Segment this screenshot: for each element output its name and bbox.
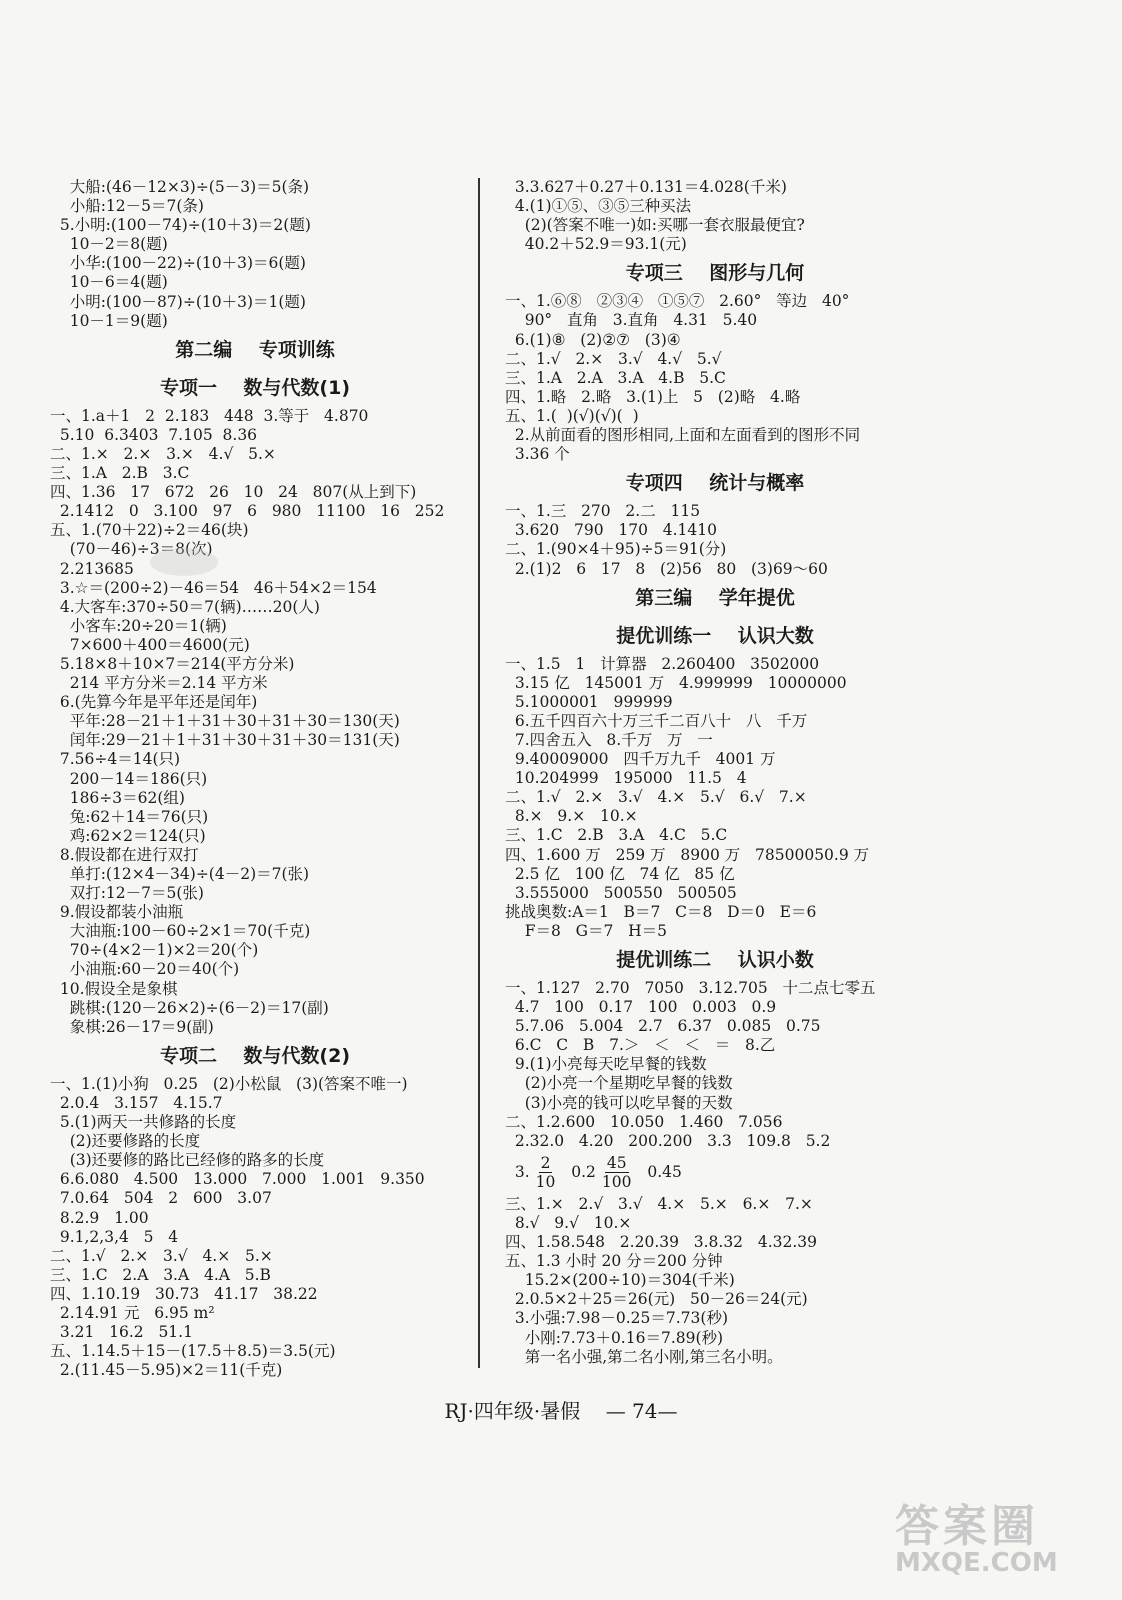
answer-line: 70÷(4×2－1)×2＝20(个) [50, 941, 259, 960]
answer-line-fraction [505, 1151, 925, 1195]
answer-line: 象棋:26－17＝9(副) [50, 1017, 214, 1036]
answer-line: 2.213685 [50, 559, 134, 578]
answer-line: 10－1＝9(题) [50, 311, 168, 330]
answer-line: 二、1.√ 2.× 3.√ 4.× 5.× [50, 1246, 273, 1265]
answer-line: 40.2＋52.9＝93.1(元) [505, 235, 687, 254]
answer-line: 鸡:62×2＝124(只) [50, 826, 206, 845]
answer-line: 五、1.( )(√)(√)( ) [505, 406, 639, 425]
answer-line: 9.假设都装小油瓶 [50, 903, 184, 922]
section-heading: 提优训练一 认识大数 [616, 624, 814, 647]
answer-line: 2.从前面看的图形相同,上面和左面看到的图形不同 [505, 426, 861, 445]
section-heading: 专项三 图形与几何 [625, 262, 805, 285]
answer-line: 二、1.2.600 10.050 1.460 7.056 [505, 1112, 783, 1131]
answer-line: 2.14.91 元 6.95 m² [50, 1303, 215, 1322]
answer-line: 3.620 790 170 4.1410 [505, 521, 717, 540]
answer-line: 90° 直角 3.直角 4.31 5.40 [505, 311, 758, 330]
answer-line: 5.7.06 5.004 2.7 6.37 0.085 0.75 [505, 1017, 821, 1036]
answer-line: 8.× 9.× 10.× [505, 807, 638, 826]
answer-line: 6.6.080 4.500 13.000 7.000 1.001 9.350 [50, 1170, 425, 1189]
answer-line: 四、1.略 2.略 3.(1)上 5 (2)略 4.略 [505, 387, 801, 406]
answer-line: 三、1.C 2.B 3.A 4.C 5.C [505, 826, 728, 845]
answer-line: 7×600＋400＝4600(元) [50, 635, 250, 654]
answer-line: 6.(1)⑧ (2)②⑦ (3)④ [505, 330, 681, 349]
answer-line: 10－6＝4(题) [50, 273, 168, 292]
answer-line: 四、1.10.19 30.73 41.17 38.22 [50, 1284, 318, 1303]
answer-line: 2.32.0 4.20 200.200 3.3 109.8 5.2 [505, 1131, 831, 1150]
answer-line: 3.21 16.2 51.1 [50, 1323, 193, 1342]
answer-line: 7.56÷4＝14(只) [50, 750, 181, 769]
answer-line: 6.五千四百六十万三千二百八十 八 千万 [505, 711, 808, 730]
answer-line: (3)小亮的钱可以吃早餐的天数 [505, 1093, 733, 1112]
answer-line: 2.0.4 3.157 4.15.7 [50, 1093, 223, 1112]
answer-line: 一、1.⑥⑧ ②③④ ①⑤⑦ 2.60° 等边 40° [505, 292, 850, 311]
watermark-url: MXQE.COM [895, 1548, 1058, 1578]
answer-line: 4.7 100 0.17 100 0.003 0.9 [505, 998, 777, 1017]
answer-line: 二、1.(90×4＋95)÷5＝91(分) [505, 540, 727, 559]
answer-line: 小船:12－5＝7(条) [50, 197, 204, 216]
answer-line: 9.(1)小亮每天吃早餐的钱数 [505, 1055, 707, 1074]
answer-line: 214 平方分米＝2.14 平方米 [50, 674, 268, 693]
answer-line: 6.(先算今年是平年还是闰年) [50, 693, 258, 712]
fraction [602, 1154, 632, 1191]
answer-line: 第一名小强,第二名小刚,第三名小明。 [505, 1347, 783, 1366]
answer-line: 200－14＝186(只) [50, 769, 208, 788]
answer-line: 小客车:20÷20＝1(辆) [50, 616, 227, 635]
answer-line: 三、1.C 2.A 3.A 4.A 5.B [50, 1265, 271, 1284]
answer-line: 小油瓶:60－20＝40(个) [50, 960, 240, 979]
answer-line: 10－2＝8(题) [50, 235, 168, 254]
answer-line: 6.C C B 7.＞ ＜ ＜ ＝ 8.乙 [505, 1036, 776, 1055]
answer-line: 闰年:29－21＋1＋31＋30＋31＋30＝131(天) [50, 731, 400, 750]
answer-line: 7.四舍五入 8.千万 万 一 [505, 730, 713, 749]
answer-line: 10.204999 195000 11.5 4 [505, 769, 747, 788]
answer-line: (2)还要修路的长度 [50, 1132, 201, 1151]
answer-line: 15.2×(200÷10)＝304(千米) [505, 1271, 735, 1290]
answer-line: 四、1.36 17 672 26 10 24 807(从上到下) [50, 483, 417, 502]
answer-line: 2.(11.45－5.95)×2＝11(千克) [50, 1361, 283, 1380]
answer-line: 2.0.5×2＋25＝26(元) 50－26＝24(元) [505, 1290, 808, 1309]
answer-line: 7.0.64 504 2 600 3.07 [50, 1189, 272, 1208]
left-column [50, 178, 460, 1380]
answer-line: 5.1000001 999999 [505, 692, 673, 711]
section-heading: 专项四 统计与概率 [625, 472, 805, 495]
answer-prefix: 3. [505, 1163, 530, 1182]
answer-line: 9.1,2,3,4 5 4 [50, 1227, 179, 1246]
answer-line: 单打:(12×4－34)÷(4－2)＝7(张) [50, 865, 310, 883]
answer-line: 5.10 6.3403 7.105 8.36 [50, 425, 258, 444]
answer-line: 五、1.(70＋22)÷2＝46(块) [50, 521, 249, 540]
answer-line: 二、1.× 2.× 3.× 4.√ 5.× [50, 444, 276, 463]
section-heading: 第二编 专项训练 [175, 338, 335, 361]
answer-line: 5.小明:(100－74)÷(10＋3)＝2(题) [50, 216, 311, 235]
answer-line: 一、1.(1)小狗 0.25 (2)小松鼠 (3)(答案不唯一) [50, 1074, 408, 1093]
column-divider [478, 178, 480, 1368]
answer-line: 3.555000 500550 500505 [505, 883, 737, 902]
answer-line: 大船:(46－12×3)÷(5－3)＝5(条) [50, 178, 310, 196]
answer-line: 5.18×8＋10×7＝214(平方分米) [50, 654, 295, 673]
answer-line: 5.(1)两天一共修路的长度 [50, 1113, 237, 1132]
answer-line: 三、1.× 2.√ 3.√ 4.× 5.× 6.× 7.× [505, 1194, 813, 1213]
answer-line: 8.√ 9.√ 10.× [505, 1213, 632, 1232]
answer-line: 平年:28－21＋1＋31＋30＋31＋30＝130(天) [50, 712, 400, 731]
answer-line: 3.☆＝(200÷2)－46＝54 46＋54×2＝154 [50, 578, 377, 597]
answer-line: 二、1.√ 2.× 3.√ 4.√ 5.√ [505, 349, 722, 368]
answer-line: 3.3.627＋0.27＋0.131＝4.028(千米) [505, 178, 787, 196]
answer-line: 挑战奥数:A＝1 B＝7 C＝8 D＝0 E＝6 [505, 902, 817, 921]
answer-line: 2.(1)2 6 17 8 (2)56 80 (3)69～60 [505, 559, 828, 578]
answer-line: 双打:12－7＝5(张) [50, 884, 204, 903]
watermark-logo [895, 1490, 1085, 1578]
watermark-logo-text: 答案圈 [895, 1501, 1039, 1552]
answer-line: 4.大客车:370÷50＝7(辆)……20(人) [50, 597, 320, 616]
answer-text: 0.45 [637, 1163, 682, 1182]
answer-line: (2)小亮一个星期吃早餐的钱数 [505, 1074, 733, 1093]
answer-line: 五、1.14.5＋15－(17.5＋8.5)＝3.5(元) [50, 1342, 336, 1361]
answer-text: 0.2 [561, 1163, 596, 1182]
answer-line: 一、1.127 2.70 7050 3.12.705 十二点七零五 [505, 979, 876, 997]
answer-line: 3.36 个 [505, 445, 570, 464]
page-footer: RJ·四年级·暑假 — 74— [444, 1399, 678, 1423]
faded-stamp [150, 548, 218, 576]
answer-line: 三、1.A 2.B 3.C [50, 464, 190, 483]
answer-line: 小刚:7.73＋0.16＝7.89(秒) [505, 1328, 724, 1347]
answer-line: 3.15 亿 145001 万 4.999999 10000000 [505, 673, 847, 692]
answer-line: 兔:62＋14＝76(只) [50, 807, 209, 826]
answer-line: 一、1.5 1 计算器 2.260400 3502000 [505, 654, 820, 673]
answer-line: 8.2.9 1.00 [50, 1208, 149, 1227]
answer-line: (70－46)÷3＝8(次) [50, 540, 213, 559]
answer-line: 五、1.3 小时 20 分＝200 分钟 [505, 1252, 723, 1271]
answer-line: 四、1.58.548 2.20.39 3.8.32 4.32.39 [505, 1233, 817, 1252]
section-heading: 专项一 数与代数(1) [159, 376, 351, 399]
answer-line: 二、1.√ 2.× 3.√ 4.× 5.√ 6.√ 7.× [505, 788, 807, 807]
answer-line: 10.假设全是象棋 [50, 979, 178, 998]
answer-line: 2.1412 0 3.100 97 6 980 11100 16 252 [50, 502, 445, 521]
answer-line: F＝8 G＝7 H＝5 [505, 921, 668, 940]
answer-line: 三、1.A 2.A 3.A 4.B 5.C [505, 368, 726, 387]
fraction-numerator: 45 [606, 1154, 627, 1173]
fraction-denominator: 100 [601, 1173, 632, 1192]
answer-line: 一、1.a＋1 2 2.183 448 3.等于 4.870 [50, 406, 369, 425]
answer-line: (3)还要修的路比已经修的路多的长度 [50, 1151, 325, 1170]
answer-line: 大油瓶:100－60÷2×1＝70(千克) [50, 922, 311, 941]
answer-line: (2)(答案不唯一)如:买哪一套衣服最便宜? [505, 216, 805, 235]
answer-line: 186÷3＝62(组) [50, 788, 185, 807]
answer-line: 8.假设都在进行双打 [50, 845, 199, 864]
fraction-numerator: 2 [540, 1154, 551, 1173]
answer-line: 跳棋:(120－26×2)÷(6－2)＝17(副) [50, 998, 329, 1017]
section-heading: 第三编 学年提优 [635, 586, 795, 609]
fraction [536, 1154, 556, 1191]
answer-line: 9.40009000 四千万九千 4001 万 [505, 750, 776, 769]
fraction-denominator: 10 [535, 1173, 556, 1192]
right-column [505, 178, 925, 1367]
answer-line: 一、1.三 270 2.二 115 [505, 502, 701, 521]
section-heading: 提优训练二 认识小数 [616, 949, 814, 971]
section-heading: 专项二 数与代数(2) [159, 1044, 351, 1067]
answer-line: 四、1.600 万 259 万 8900 万 78500050.9 万 [505, 845, 870, 864]
answer-line: 小华:(100－22)÷(10＋3)＝6(题) [50, 254, 306, 273]
answer-line: 3.小强:7.98－0.25＝7.73(秒) [505, 1309, 728, 1328]
answer-line: 2.5 亿 100 亿 74 亿 85 亿 [505, 864, 735, 883]
answer-line: 4.(1)①⑤、③⑤三种买法 [505, 197, 692, 216]
answer-line: 小明:(100－87)÷(10＋3)＝1(题) [50, 292, 306, 311]
